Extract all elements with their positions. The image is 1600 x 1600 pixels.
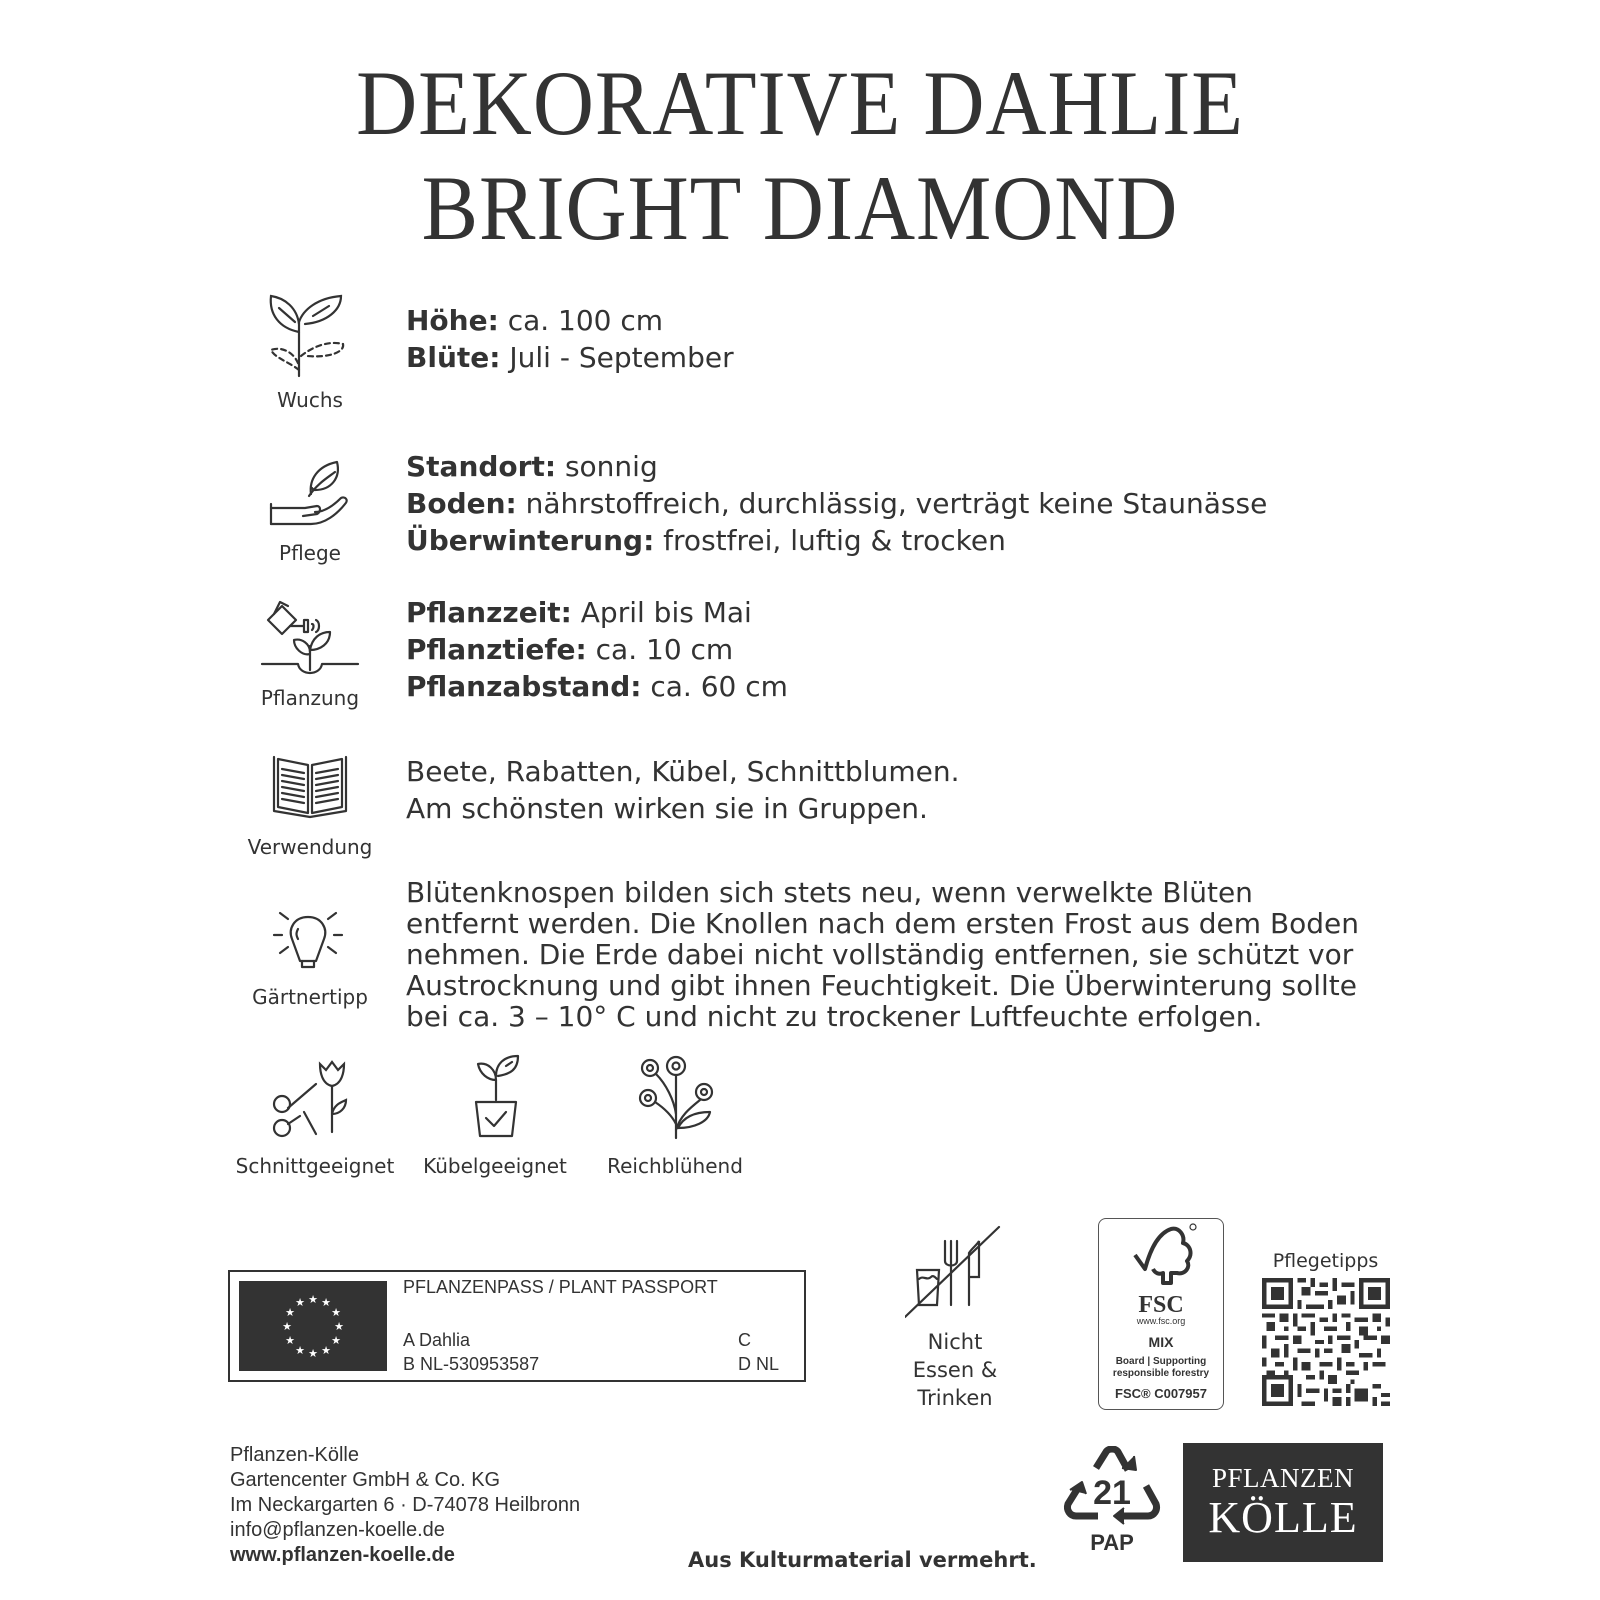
- product-title-line1: DEKORATIVE DAHLIE: [356, 52, 1244, 154]
- gaertnertipp-label: Gärtnertipp: [252, 985, 368, 1009]
- feature-reichbluehend: [585, 1050, 765, 1178]
- wuchs-label: Wuchs: [277, 388, 343, 412]
- potted-plant-check-icon: [450, 1050, 540, 1140]
- product-title-line2: BRIGHT DIAMOND: [421, 157, 1179, 259]
- brand-line1: PFLANZEN: [1211, 1463, 1354, 1493]
- passport-c: C: [738, 1330, 751, 1350]
- tipp-line1: Blütenknospen bilden sich stets neu, wenn verwelkte Blüten: [406, 876, 1253, 909]
- svg-text:★: ★: [321, 1344, 331, 1357]
- schnittgeeignet-label: Schnittgeeignet: [235, 1154, 395, 1178]
- boden-line: Boden: nährstoffreich, durchlässig, verträgt keine Staunässe: [406, 487, 1268, 520]
- svg-text:★: ★: [334, 1320, 344, 1333]
- passport-a: A Dahlia: [403, 1330, 471, 1350]
- feature-kuebelgeeignet: [405, 1050, 585, 1178]
- tipp-line4: Austrocknung und gibt ihnen Feuchtigkeit. Die Überwinterung sollte: [406, 969, 1358, 1002]
- eu-flag-icon: [239, 1281, 387, 1371]
- svg-text:★: ★: [331, 1306, 341, 1319]
- qr-code-icon[interactable]: [1262, 1278, 1390, 1406]
- pflanzzeit-line: Pflanzzeit: April bis Mai: [406, 596, 752, 629]
- hand-leaf-icon: [265, 458, 355, 533]
- origin-note: Aus Kulturmaterial vermehrt.: [688, 1548, 1037, 1572]
- svg-text:★: ★: [308, 1347, 318, 1360]
- hoehe-line: Höhe: ca. 100 cm: [406, 304, 664, 337]
- svg-text:★: ★: [308, 1293, 318, 1306]
- kuebelgeeignet-label: Kübelgeeignet: [423, 1154, 567, 1178]
- bluete-line: Blüte: Juli - September: [406, 341, 734, 374]
- brand-logo: [1183, 1443, 1383, 1562]
- reichbluehend-label: Reichblühend: [607, 1154, 743, 1178]
- pflanzung-label: Pflanzung: [260, 686, 360, 710]
- verwendung-line2: Am schönsten wirken sie in Gruppen.: [406, 792, 928, 825]
- tipp-line3: nehmen. Die Erde dabei nicht vollständig entfernen, sie schützt vor: [406, 938, 1354, 971]
- passport-title: PFLANZENPASS / PLANT PASSPORT: [403, 1277, 718, 1297]
- watering-can-icon: [260, 598, 360, 680]
- company-address: [230, 1443, 580, 1568]
- recycling-symbol: [1062, 1446, 1162, 1556]
- verwendung-line1: Beete, Rabatten, Kübel, Schnittblumen.: [406, 755, 960, 788]
- fsc-desc-line1: Board | Supporting: [1115, 1356, 1207, 1367]
- fsc-mix: MIX: [1148, 1334, 1174, 1350]
- fsc-tree-check-icon: [1111, 1219, 1211, 1287]
- company-street: Im Neckargarten 6 · D-74078 Heilbronn: [230, 1494, 581, 1516]
- company-name: Pflanzen-Kölle: [230, 1444, 359, 1466]
- svg-text:★: ★: [331, 1334, 341, 1347]
- scissors-tulip-icon: [270, 1050, 360, 1140]
- qr-label: Pflegetipps: [1272, 1250, 1379, 1272]
- not-edible-line2: Essen & Trinken: [912, 1358, 998, 1410]
- not-edible-warning: [890, 1225, 1020, 1412]
- not-edible-line1: Nicht: [927, 1330, 983, 1354]
- open-book-icon: [270, 755, 350, 821]
- company-email[interactable]: info@pflanzen-koelle.de: [230, 1519, 445, 1541]
- tipp-line5: bei ca. 3 – 10° C und nicht zu trockener Luftfeuchte erfolgen.: [406, 1000, 1263, 1033]
- company-website[interactable]: www.pflanzen-koelle.de: [230, 1544, 455, 1566]
- flower-bouquet-icon: [630, 1050, 720, 1140]
- svg-text:★: ★: [295, 1296, 305, 1309]
- no-eating-drinking-icon: [905, 1225, 1005, 1320]
- care-tips-qr: [1258, 1250, 1393, 1410]
- tipp-line2: entfernt werden. Die Knollen nach dem ersten Frost aus dem Boden: [406, 907, 1360, 940]
- feature-icons: [225, 1050, 765, 1178]
- pflanztiefe-line: Pflanztiefe: ca. 10 cm: [406, 633, 734, 666]
- fsc-code: FSC® C007957: [1115, 1386, 1207, 1401]
- svg-text:★: ★: [285, 1334, 295, 1347]
- feature-schnittgeeignet: [225, 1050, 405, 1178]
- passport-b: B NL-530953587: [403, 1354, 540, 1374]
- passport-d: D NL: [738, 1354, 780, 1374]
- fsc-desc-line2: responsible forestry: [1112, 1368, 1210, 1379]
- ueberwinterung-line: Überwinterung: frostfrei, luftig & trocken: [406, 524, 1006, 557]
- fsc-label: [1098, 1218, 1224, 1410]
- pflanzabstand-line: Pflanzabstand: ca. 60 cm: [406, 670, 788, 703]
- plant-growth-icon: [265, 292, 355, 380]
- brand-line2: KÖLLE: [1208, 1493, 1358, 1542]
- standort-line: Standort: sonnig: [406, 450, 658, 483]
- fsc-word: FSC: [1138, 1292, 1184, 1318]
- svg-text:21: 21: [1093, 1474, 1131, 1512]
- company-legal: Gartencenter GmbH & Co. KG: [230, 1469, 501, 1491]
- lightbulb-icon: [270, 905, 350, 975]
- verwendung-label: Verwendung: [247, 835, 373, 859]
- svg-text:★: ★: [282, 1320, 292, 1333]
- svg-text:★: ★: [295, 1344, 305, 1357]
- fsc-url: www.fsc.org: [1136, 1316, 1186, 1326]
- recycling-code: PAP: [1090, 1530, 1134, 1555]
- plant-passport: [228, 1270, 806, 1382]
- svg-text:★: ★: [321, 1296, 331, 1309]
- recycling-triangle-icon: [1062, 1446, 1162, 1528]
- pflege-label: Pflege: [279, 541, 341, 565]
- svg-text:★: ★: [285, 1306, 295, 1319]
